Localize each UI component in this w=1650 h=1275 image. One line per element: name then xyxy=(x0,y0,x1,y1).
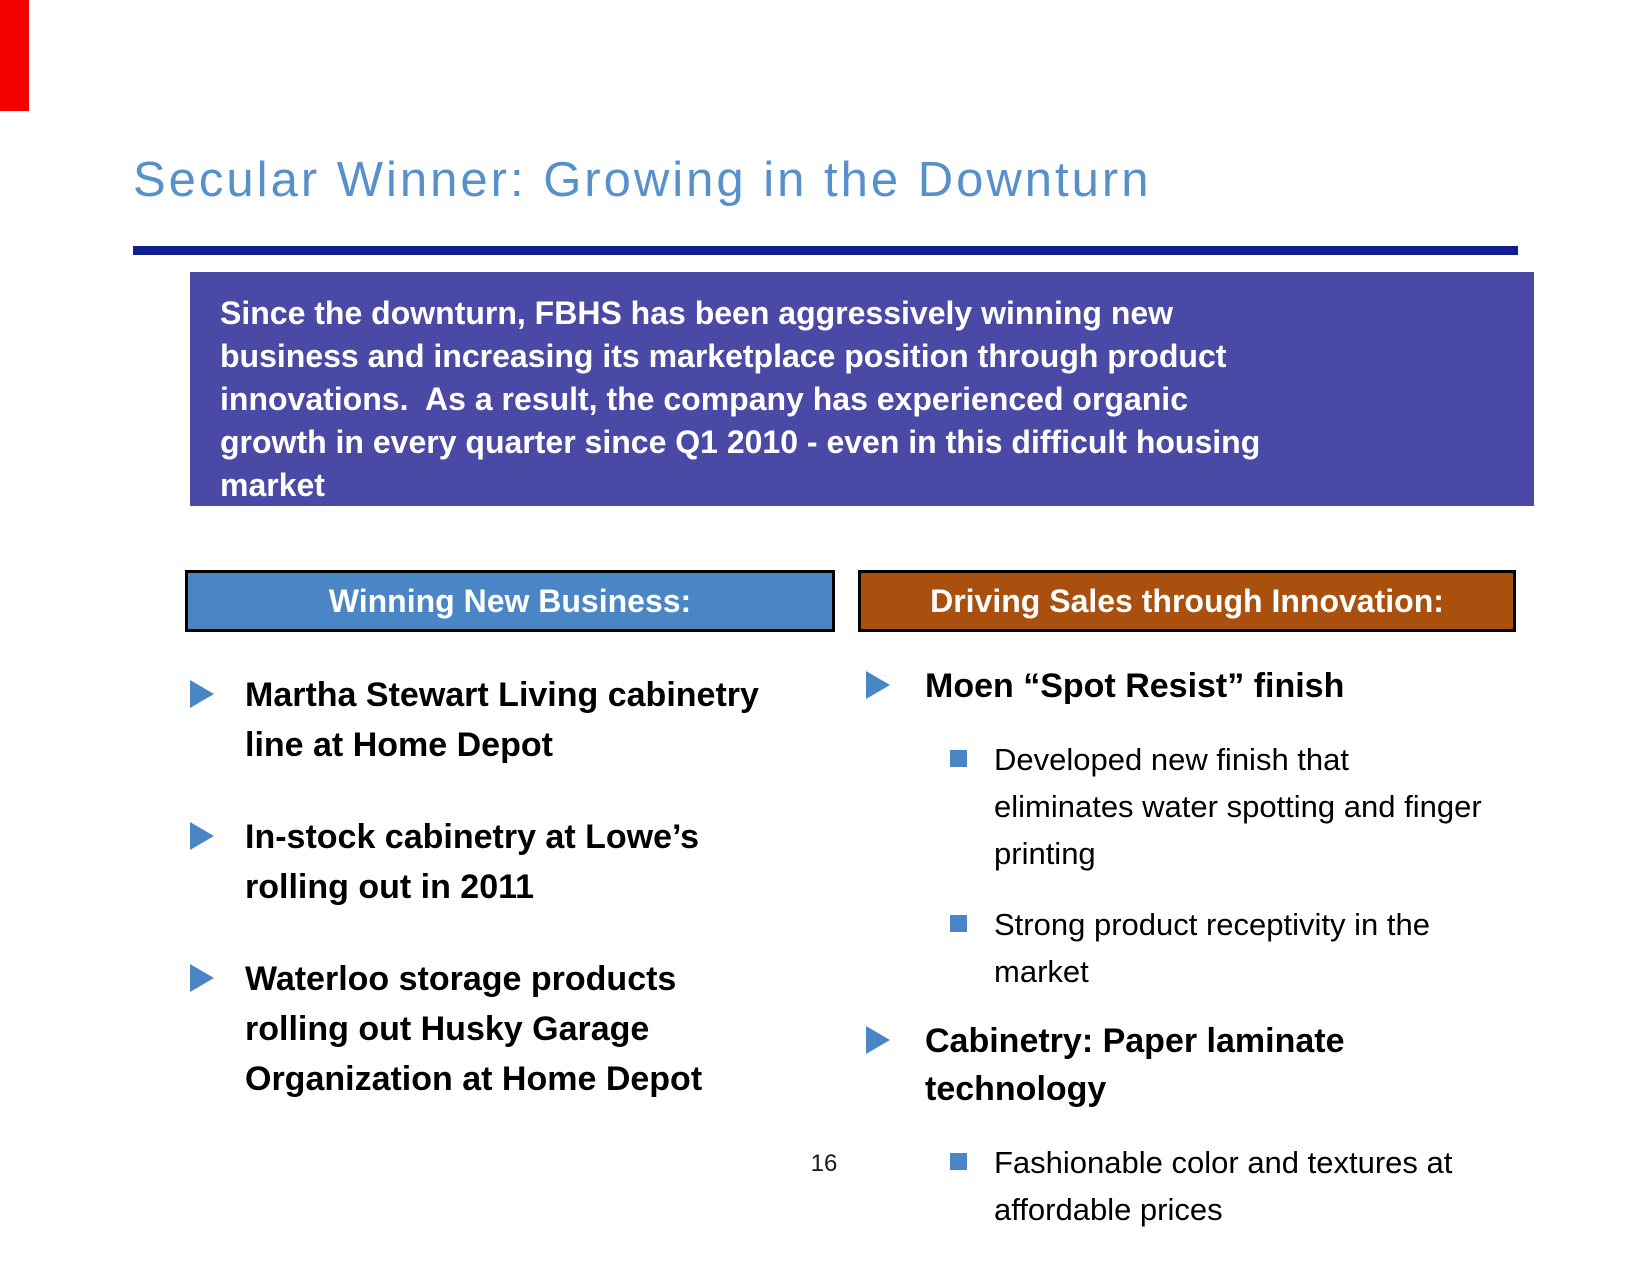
intro-line: growth in every quarter since Q1 2010 - even in this difficult housing xyxy=(220,424,1261,460)
bullet-text-line: Cabinetry: Paper laminate xyxy=(925,1022,1345,1060)
list-item xyxy=(866,662,1538,710)
intro-line: Since the downturn, FBHS has been aggressively winning new xyxy=(220,295,1174,331)
bullet-text-line: rolling out in 2011 xyxy=(245,868,535,906)
sub-bullet-text-line: eliminates water spotting and finger xyxy=(994,789,1482,824)
list-item xyxy=(190,812,838,912)
list-item xyxy=(190,670,838,770)
bullet-text-line: Organization at Home Depot xyxy=(245,1060,703,1098)
triangle-bullet-icon xyxy=(190,964,214,992)
brand-accent-bar xyxy=(0,0,29,111)
square-bullet-icon xyxy=(950,1153,967,1170)
square-bullet-icon xyxy=(950,750,967,767)
right-column-header xyxy=(858,570,1516,632)
sub-bullet-text-line: Fashionable color and textures at xyxy=(994,1145,1453,1180)
sub-bullet-text-line: Strong product receptivity in the xyxy=(994,907,1430,942)
title-underline xyxy=(133,246,1518,255)
bullet-text-line: line at Home Depot xyxy=(245,726,553,764)
sub-bullet-text-line: affordable prices xyxy=(994,1192,1223,1227)
slide-title: Secular Winner: Growing in the Downturn xyxy=(133,153,1152,207)
bullet-text-line: Waterloo storage products xyxy=(245,960,677,998)
triangle-bullet-icon xyxy=(190,680,214,708)
bullet-text-line: rolling out Husky Garage xyxy=(245,1010,650,1048)
sub-bullet-text-line: printing xyxy=(994,836,1096,871)
left-column-header-label: Winning New Business: xyxy=(328,582,692,619)
intro-highlight-box xyxy=(190,272,1534,506)
triangle-bullet-icon xyxy=(190,822,214,850)
bullet-text-line: In-stock cabinetry at Lowe’s xyxy=(245,818,700,856)
right-column-header-label: Driving Sales through Innovation: xyxy=(930,582,1444,619)
triangle-bullet-icon xyxy=(866,1026,890,1054)
sub-list-item xyxy=(866,736,1538,877)
left-column xyxy=(190,670,838,1146)
intro-line: market xyxy=(220,467,325,503)
bullet-text-line: technology xyxy=(925,1070,1107,1108)
sub-bullet-text-line: market xyxy=(994,954,1089,989)
bullet-text-line: Martha Stewart Living cabinetry xyxy=(245,676,759,714)
sub-list-item xyxy=(866,1139,1538,1233)
sub-list-item xyxy=(866,901,1538,995)
intro-line: business and increasing its marketplace position through product xyxy=(220,338,1227,374)
left-column-header xyxy=(185,570,835,632)
intro-line: innovations. As a result, the company has experienced organic xyxy=(220,381,1188,417)
list-item xyxy=(190,954,838,1104)
triangle-bullet-icon xyxy=(866,671,890,699)
page-number: 16 xyxy=(810,1150,838,1177)
list-item xyxy=(866,1017,1538,1113)
bullet-text-line: Moen “Spot Resist” finish xyxy=(925,667,1345,705)
sub-bullet-text-line: Developed new finish that xyxy=(994,742,1350,777)
right-column xyxy=(866,662,1538,1233)
square-bullet-icon xyxy=(950,915,967,932)
